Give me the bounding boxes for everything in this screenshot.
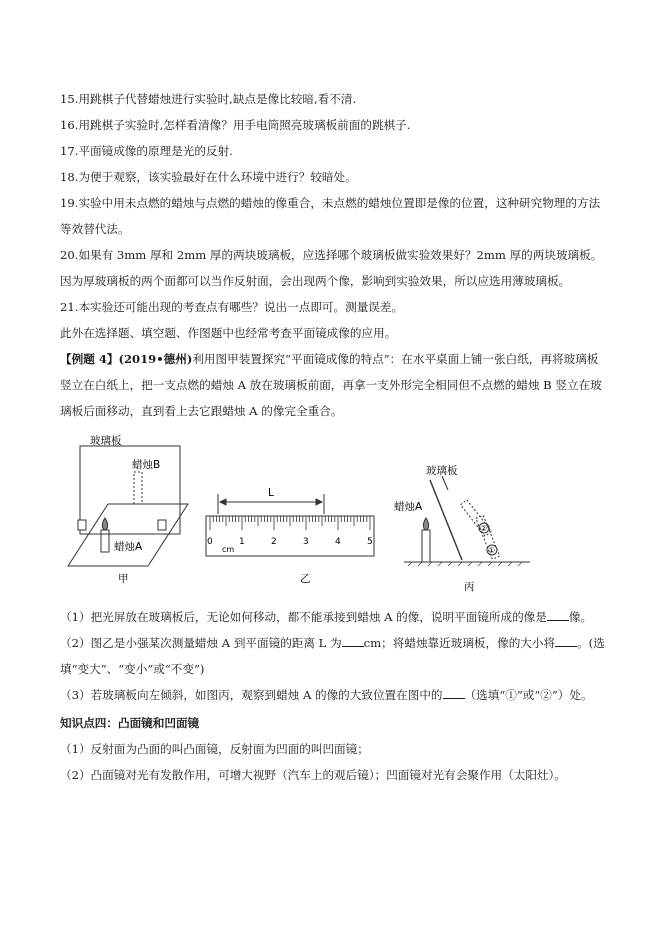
section-point-2: （2）凸面镜对光有发散作用，可增大视野（汽车上的观后镜）；凹面镜对光有会聚作用（太阳灶）。 <box>60 768 566 782</box>
q2-suffix: 。(选填“变大”、“变小”或“不变”) <box>60 636 605 676</box>
bing-board-label: 玻璃板 <box>426 465 458 477</box>
board-pointer <box>442 476 448 490</box>
ruler-ticks <box>210 516 370 530</box>
example-tag: 【例题 4】(2019•德州) <box>60 352 193 366</box>
question-1 <box>60 604 605 630</box>
ruler-number: 5 <box>367 537 373 547</box>
q1-text: （1）把光屏放在玻璃板后，无论如何移动，都不能承接到蜡烛 A 的像，说明平面镜所成的像是 <box>60 610 547 624</box>
yi-caption: 乙 <box>300 573 311 585</box>
yi-length-label: L <box>268 487 274 499</box>
example-text: 利用图甲装置探究“平面镜成像的特点”：在水平桌面上铺一张白纸，再将玻璃板竖立在白纸上，把一支点燃的蜡烛 A 放在玻璃板前面，再拿一支外形完全相同但不点燃的蜡烛 B 竖立在玻璃板后面移动，直到看上去它跟蜡烛 A 的像完全重合。 <box>60 352 602 418</box>
candle-a <box>101 530 109 552</box>
bing-flame-icon <box>423 518 428 530</box>
q1-suffix: 像。 <box>568 610 593 624</box>
example-4 <box>60 346 605 424</box>
section-title: 知识点四：凸面镜和凹面镜 <box>60 716 200 730</box>
line-21: 21.本实验还可能出现的考查点有哪些？说出一点即可。测量误差。 <box>60 300 404 314</box>
jia-candle-b-label: 蜡烛B <box>132 459 161 471</box>
section-point-1: （1）反射面为凸面的叫凸面镜，反射面为凹面的叫凹面镜； <box>60 742 369 756</box>
ruler-number: 2 <box>271 537 277 547</box>
line-18: 18.为便于观察，该实验最好在什么环境中进行？较暗处。 <box>60 170 357 184</box>
q2-blank-2 <box>555 634 577 647</box>
tilted-glass-board <box>430 480 462 560</box>
arrow-right-icon <box>316 499 322 505</box>
line-19: 19.实验中用未点燃的蜡烛与点燃的蜡烛的像重合，未点燃的蜡烛位置即是像的位置，这种研究物理的方法等效替代法。 <box>60 196 601 236</box>
table-hatch <box>408 562 522 566</box>
jia-caption: 甲 <box>118 573 129 585</box>
q1-blank <box>547 608 569 621</box>
jia-board-label: 玻璃板 <box>90 435 122 447</box>
bing-candle-a <box>422 530 430 562</box>
white-paper <box>68 504 188 566</box>
q3-suffix: （选填“①”或“②”）处。 <box>464 688 593 702</box>
q2-mid: cm；将蜡烛靠近玻璃板，像的大小将 <box>363 636 556 650</box>
mark-1-label: ① <box>488 546 496 555</box>
experiment-figures <box>60 432 605 602</box>
line-20: 20.如果有 3mm 厚和 2mm 厚的两块玻璃板，应选择哪个玻璃板做实验效果好？2mm 厚的两块玻璃板。因为厚玻璃板的两个面都可以当作反射面，会出现两个像，影响到实验效果，所以应选用薄玻璃板。 <box>60 248 603 288</box>
line-17: 17.平面镜成像的原理是光的反射. <box>60 144 233 158</box>
q3-text: （3）若玻璃板向左倾斜，如图丙，观察到蜡烛 A 的像的大致位置在图中的 <box>60 688 443 702</box>
bing-caption: 丙 <box>464 581 475 593</box>
extra-note: 此外在选择题、填空题、作图题中也经常考查平面镜成像的应用。 <box>60 326 397 340</box>
board-clamp-right <box>158 520 166 530</box>
line-15: 15.用跳棋子代替蜡烛进行实验时,缺点是像比较暗,看不清. <box>60 92 357 106</box>
flame-a-icon <box>102 518 107 530</box>
yi-unit-label: cm <box>222 545 235 554</box>
q2-text: （2）图乙是小强某次测量蜡烛 A 到平面镜的距离 L 为 <box>60 636 342 650</box>
ruler-number: 1 <box>239 537 245 547</box>
ruler-number: 0 <box>207 537 213 547</box>
q2-blank-1 <box>342 634 364 647</box>
bing-candle-a-label: 蜡烛A <box>394 501 423 513</box>
ruler-number: 4 <box>335 537 341 547</box>
question-3 <box>60 682 605 708</box>
arrow-left-icon <box>220 499 226 505</box>
line-16: 16.用跳棋子实验时,怎样看清像？用手电筒照亮玻璃板前面的跳棋子. <box>60 118 411 132</box>
board-clamp-left <box>78 520 86 530</box>
ruler-number: 3 <box>303 537 309 547</box>
mark-2-label: ② <box>480 524 488 533</box>
question-2 <box>60 630 605 682</box>
q3-blank <box>443 686 465 699</box>
candle-b <box>134 472 142 504</box>
jia-candle-a-label: 蜡烛A <box>114 541 143 553</box>
figure-bing <box>404 476 530 566</box>
